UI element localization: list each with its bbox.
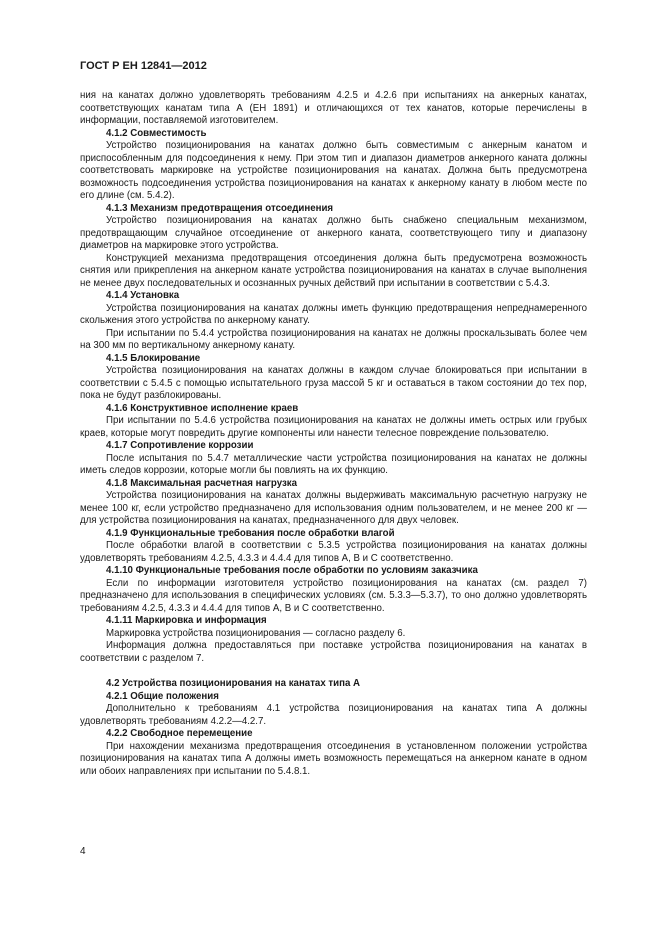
paragraph: После обработки влагой в соответствии с 5.3.5 устройства позиционирования на канатах должны удовлетворять требованиям 4.2.5, 4.3.3 и 4.4.4 для типов А, В и С соответственно. bbox=[80, 540, 587, 564]
paragraph: Дополнительно к требованиям 4.1 устройства позиционирования на канатах типа А должны удовлетворять требованиям 4.2.2—4.2.7. bbox=[80, 703, 587, 727]
section-heading: 4.1.4 Установка bbox=[106, 290, 180, 301]
section-heading: 4.1.2 Совместимость bbox=[106, 127, 207, 139]
paragraph: Устройство позиционирования на канатах должно быть совместимым с анкерным канатом и приспособленным для подсоединения к нему. При этом тип и диапазон диаметров анкерного каната должны соответствовать маркировке на устройстве позиционирования на канатах. Должна быть предусмотрена возможность подсоединения устройства позиционирования на канатах к анкерному канату в любом месте по его длине (см. 5.4.2). bbox=[80, 140, 587, 201]
page-number: 4 bbox=[80, 846, 86, 857]
section-heading: 4.1.11 Маркировка и информация bbox=[106, 615, 267, 626]
major-section-heading: 4.2 Устройства позиционирования на канатах типа А bbox=[106, 678, 361, 689]
section-heading: 4.1.5 Блокирование bbox=[106, 352, 201, 364]
paragraph: Маркировка устройства позиционирования — согласно разделу 6. bbox=[106, 627, 406, 639]
paragraph: Если по информации изготовителя устройство позиционирования на канатах (см. раздел 7) предназначено для использования в специфических условиях (см. 5.3.3—5.3.7), то оно должно удовлетворять требованиям 4.2.5, 4.3.3 и 4.4.4 для типов А, В и С соответственно. bbox=[80, 577, 587, 614]
section-heading: 4.1.10 Функциональные требования после обработки по условиям заказчика bbox=[106, 565, 478, 576]
paragraph: При испытании по 5.4.4 устройства позиционирования на канатах не должны проскальзывать более чем на 300 мм по вертикальному анкерному канату. bbox=[80, 327, 587, 351]
section-heading: 4.1.7 Сопротивление коррозии bbox=[106, 440, 254, 451]
paragraph: При нахождении механизма предотвращения отсоединения в установленном положении устройства позиционирования на канатах типа А должны иметь возможность перемещаться на анкерном канате в одном или обоих направлениях при испытании по 5.4.8.1. bbox=[80, 740, 587, 777]
paragraph: Устройство позиционирования на канатах должно быть снабжено специальным механизмом, предотвращающим случайное отсоединение от анкерного каната, соответствующего типу и диапазону диаметров на маркировке этого устройства. bbox=[80, 215, 587, 251]
paragraph: Информация должна предоставляться при поставке устройства позиционирования на канатах в соответствии с разделом 7. bbox=[80, 640, 587, 664]
section-heading: 4.1.3 Механизм предотвращения отсоединения bbox=[106, 202, 334, 214]
paragraph: ния на канатах должно удовлетворять требованиям 4.2.5 и 4.2.6 при испытаниях на анкерных канатах, соответствующих канатам типа А (ЕН 1891) и отличающихся от тех канатов, которые перечислены в информации, поставляемой изготовителем. bbox=[80, 90, 587, 126]
section-heading: 4.1.9 Функциональные требования после обработки влагой bbox=[106, 527, 395, 539]
paragraph: Устройства позиционирования на канатах должны выдерживать максимальную расчетную нагрузку не менее 100 кг, если устройство предназначено для использования одним пользователем, и не менее 200 кг — для устройства позиционирования на канатах, предназначенного для двух человек. bbox=[80, 490, 587, 526]
section-heading: 4.1.8 Максимальная расчетная нагрузка bbox=[106, 477, 298, 489]
document-body bbox=[80, 90, 587, 778]
section-heading: 4.2.1 Общие положения bbox=[106, 690, 219, 702]
paragraph: Устройства позиционирования на канатах должны иметь функцию предотвращения непреднамеренного скольжения этого устройства по анкерному канату. bbox=[80, 302, 587, 326]
section-heading: 4.2.2 Свободное перемещение bbox=[106, 728, 253, 739]
section-heading: 4.1.6 Конструктивное исполнение краев bbox=[106, 402, 299, 414]
paragraph: При испытании по 5.4.6 устройства позиционирования на канатах не должны иметь острых или грубых краев, которые могут повредить другие компоненты или нанести телесное повреждение пользователю. bbox=[80, 415, 587, 439]
document-header: ГОСТ Р ЕН 12841—2012 bbox=[80, 60, 207, 72]
paragraph: После испытания по 5.4.7 металлические части устройства позиционирования на канатах не должны иметь следов коррозии, которые могли бы повлиять на их функцию. bbox=[80, 452, 587, 476]
paragraph: Устройства позиционирования на канатах должны в каждом случае блокироваться при испытании в соответствии с 5.4.5 с помощью испытательного груза массой 5 кг и оставаться в таком состоянии до тех пор, пока не будут разблокированы. bbox=[80, 365, 587, 401]
paragraph: Конструкцией механизма предотвращения отсоединения должна быть предусмотрена возможность снятия или прикрепления на анкерном канате устройства позиционирования на канатах в случае выполнения не менее двух последовательных и осознанных ручных действий при испытании в соответствии с 5.4.3. bbox=[80, 252, 587, 289]
